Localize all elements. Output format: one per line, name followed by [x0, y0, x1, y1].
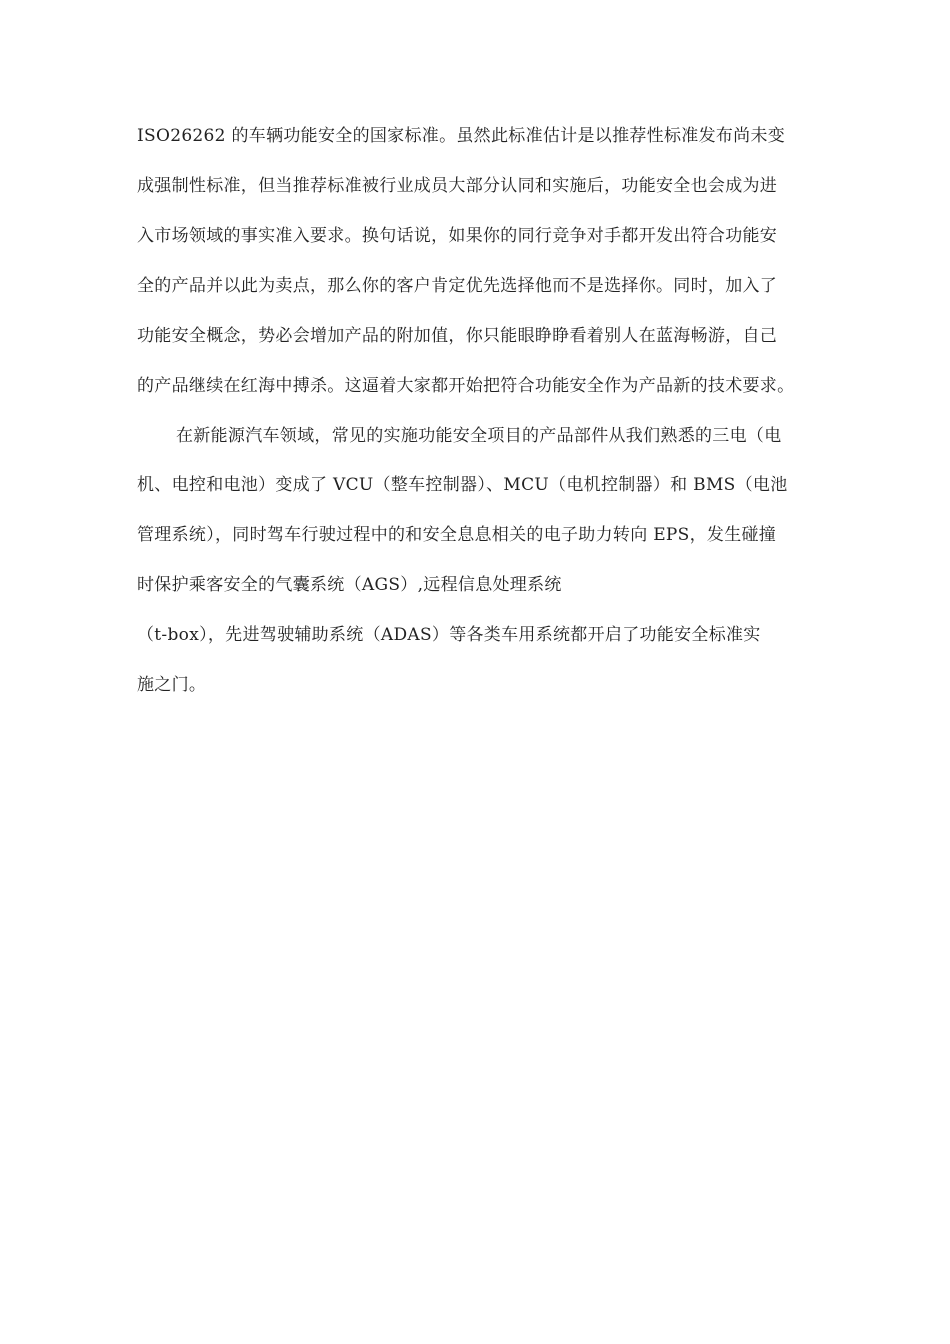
paragraph-1-line-6: 的产品继续在红海中搏杀。这逼着大家都开始把符合功能安全作为产品新的技术要求。 — [137, 376, 795, 396]
paragraph-3-line-2: 施之门。 — [137, 675, 207, 695]
paragraph-2-line-3: 管理系统），同时驾车行驶过程中的和安全息息相关的电子助力转向 EPS，发生碰撞 — [137, 525, 777, 545]
paragraph-2-line-2: 机、电控和电池）变成了 VCU（整车控制器）、MCU（电机控制器）和 BMS（电池 — [137, 475, 788, 495]
paragraph-1-line-1: ISO26262 的车辆功能安全的国家标准。虽然此标准估计是以推荐性标准发布尚未变 — [137, 126, 786, 146]
paragraph-1-line-4: 全的产品并以此为卖点，那么你的客户肯定优先选择他而不是选择你。同时，加入了 — [137, 276, 778, 296]
paragraph-2-line-4: 时保护乘客安全的气囊系统（AGS）,远程信息处理系统 — [137, 575, 562, 595]
paragraph-1-line-2: 成强制性标准，但当推荐标准被行业成员大部分认同和实施后，功能安全也会成为进 — [137, 176, 778, 196]
paragraph-1-line-5: 功能安全概念，势必会增加产品的附加值，你只能眼睁睁看着别人在蓝海畅游，自己 — [137, 326, 778, 346]
paragraph-3-line-1: （t-box），先进驾驶辅助系统（ADAS）等各类车用系统都开启了功能安全标准实 — [137, 625, 761, 645]
paragraph-1-line-3: 入市场领域的事实准入要求。换句话说，如果你的同行竞争对手都开发出符合功能安 — [137, 226, 778, 246]
paragraph-2-line-1: 在新能源汽车领域，常见的实施功能安全项目的产品部件从我们熟悉的三电（电 — [176, 426, 782, 446]
